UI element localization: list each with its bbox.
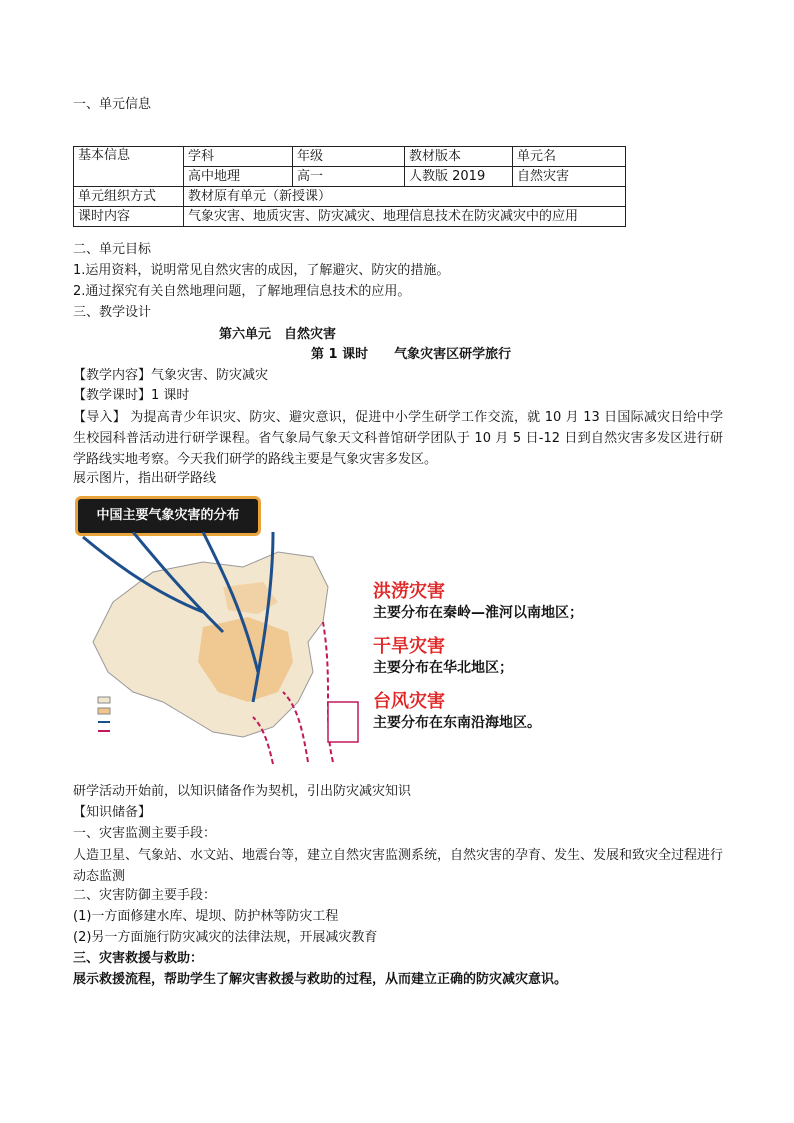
typhoon-description: 主要分布在东南沿海地区。 (373, 715, 541, 731)
show-image-line: 展示图片，指出研学路线 (73, 471, 217, 486)
table-row (74, 147, 626, 167)
section-heading-design: 三、教学设计 (73, 305, 152, 320)
after-map-line: 研学活动开始前，以知识储备作为契机，引出防灾减灾知识 (73, 784, 412, 799)
section-heading-unit-info: 一、单元信息 (73, 97, 152, 112)
unit-info-table (73, 146, 626, 227)
teaching-content: 【教学内容】气象灾害、防灾减灾 (73, 368, 269, 383)
goal-item: 1.运用资料，说明常见自然灾害的成因，了解避灾、防灾的措施。 (73, 263, 450, 278)
defense-item: (1)一方面修建水库、堤坝、防护林等防灾工程 (73, 909, 339, 924)
table-cell: 课时内容 (74, 207, 184, 227)
weather-disaster-figure (73, 492, 623, 767)
table-cell: 教材版本 (405, 147, 513, 167)
monitoring-heading: 一、灾害监测主要手段： (73, 826, 217, 841)
section-heading-goals: 二、单元目标 (73, 242, 152, 257)
table-cell: 气象灾害、地质灾害、防灾减灾、地理信息技术在防灾减灾中的应用 (184, 207, 626, 227)
defense-heading: 二、灾害防御主要手段： (73, 888, 217, 903)
knowledge-heading: 【知识储备】 (73, 805, 152, 820)
china-map-illustration (73, 532, 363, 767)
flood-title: 洪涝灾害 (373, 581, 445, 602)
table-cell: 高一 (293, 167, 405, 187)
table-cell: 高中地理 (184, 167, 293, 187)
rescue-text: 展示救援流程，帮助学生了解灾害救援与救助的过程，从而建立正确的防灾减灾意识。 (73, 972, 568, 987)
rescue-heading: 三、灾害救援与救助： (73, 951, 204, 966)
table-cell: 单元名 (513, 147, 626, 167)
lesson-title: 第 1 课时 气象灾害区研学旅行 (311, 347, 512, 362)
teaching-hours: 【教学课时】1 课时 (73, 388, 190, 403)
table-cell: 人教版 2019 (405, 167, 513, 187)
typhoon-title: 台风灾害 (373, 691, 445, 712)
table-cell: 教材原有单元（新授课） (184, 187, 626, 207)
table-cell: 学科 (184, 147, 293, 167)
drought-description: 主要分布在华北地区； (373, 660, 513, 676)
unit-title: 第六单元 自然灾害 (219, 327, 337, 342)
table-cell: 自然灾害 (513, 167, 626, 187)
intro-paragraph: 【导入】 为提高青少年识灾、防灾、避灾意识，促进中小学生研学工作交流，就 10 月 13 日国际减灾日给中学生校园科普活动进行研学课程。省气象局气象天文科普馆研学团队于 10 月 5 日-12 日到自然灾害多发区进行研学路线实地考察。今天我们研学的路线主要是气象灾害多发区。 (73, 410, 723, 467)
table-row (74, 187, 626, 207)
goal-item: 2.通过探究有关自然地理问题，了解地理信息技术的应用。 (73, 284, 411, 299)
defense-item: (2)另一方面施行防灾减灾的法律法规，开展减灾教育 (73, 930, 378, 945)
table-cell: 年级 (293, 147, 405, 167)
monitoring-text: 人造卫星、气象站、水文站、地震台等，建立自然灾害监测系统，自然灾害的孕育、发生、发展和致灾全过程进行动态监测 (73, 848, 724, 884)
map-title: 中国主要气象灾害的分布 (75, 496, 261, 536)
flood-description: 主要分布在秦岭—淮河以南地区； (373, 605, 583, 621)
table-cell: 基本信息 (74, 147, 184, 187)
drought-title: 干旱灾害 (373, 636, 445, 657)
table-row (74, 207, 626, 227)
table-cell: 单元组织方式 (74, 187, 184, 207)
